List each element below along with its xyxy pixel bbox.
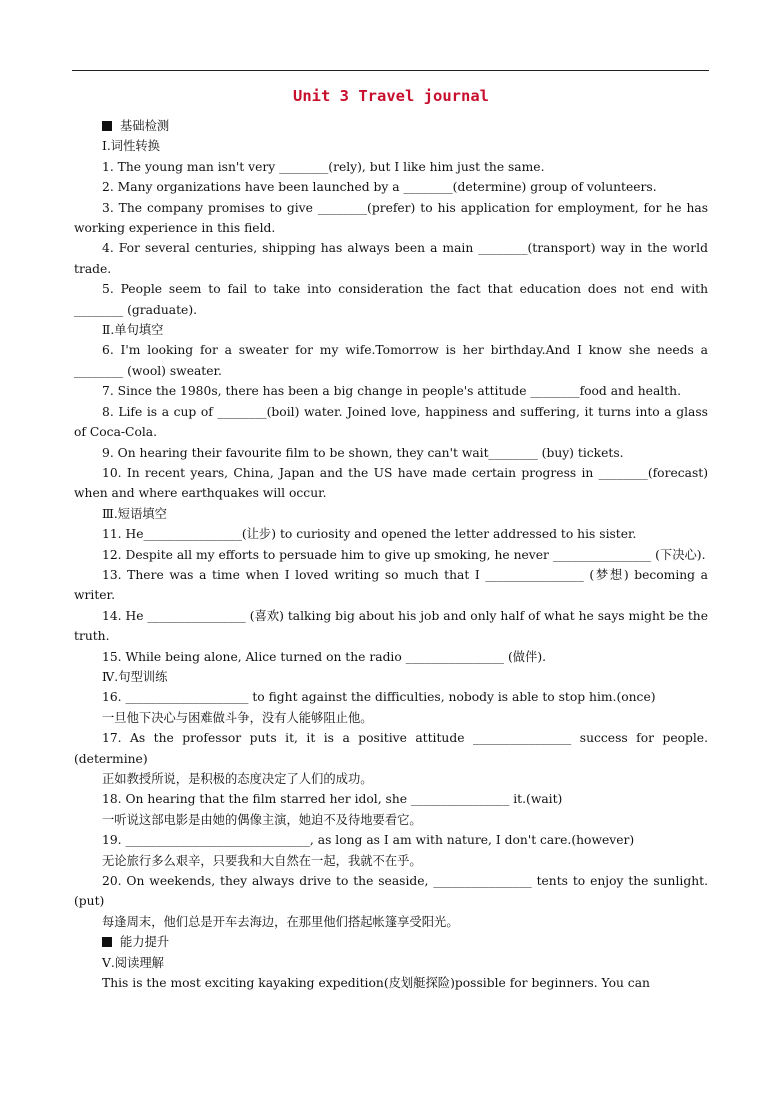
question-14: 14. He ________________ (喜欢) talking big about his job and only half of what he says might be the truth. (74, 608, 708, 644)
question-18-translation: 一听说这部电影是由她的偶像主演，她迫不及待地要看它。 (102, 812, 422, 827)
question-4: 4. For several centuries, shipping has always been a main ________(transport) way in the world trade. (74, 241, 708, 276)
question-8: 8. Life is a cup of ________(boil) water. Joined love, happiness and suffering, it turns into a glass of Coca-Cola. (74, 404, 708, 440)
section-heading: 能力提升 (120, 935, 170, 950)
question-16-translation: 一旦他下决心与困难做斗争，没有人能够阻止他。 (102, 710, 373, 725)
page-title: Unit 3 Travel journal (293, 87, 489, 105)
reading-passage: This is the most exciting kayaking expedition(皮划艇探险)possible for beginners. You can (102, 976, 650, 991)
question-2: 2. Many organizations have been launched by a ________(determine) group of volunteers. (102, 180, 657, 195)
part-heading: Ⅰ.词性转换 (102, 139, 160, 154)
section-heading: 基础检测 (120, 119, 170, 133)
top-rule (72, 70, 709, 71)
question-20: 20. On weekends, they always drive to the seaside, ________________ tents to enjoy the sunlight.(put) (74, 874, 708, 909)
part-heading: Ⅱ.单句填空 (102, 323, 164, 338)
question-18: 18. On hearing that the film starred her idol, she ________________ it.(wait) (102, 792, 563, 807)
question-6: 6. I'm looking for a sweater for my wife.Tomorrow is her birthday.And I know she needs a ________ (wool) sweater. (74, 343, 708, 378)
section-ability-improvement (74, 932, 708, 952)
worksheet-body (74, 116, 708, 993)
question-20-translation: 每逢周末，他们总是开车去海边，在那里他们搭起帐篷享受阳光。 (102, 914, 459, 929)
section-basic-check (74, 116, 708, 136)
question-15: 15. While being alone, Alice turned on the radio ________________ (做伴). (102, 649, 547, 664)
square-bullet-icon (102, 121, 112, 131)
question-19: 19. ______________________________, as long as I am with nature, I don't care.(however) (102, 833, 635, 848)
part-heading: Ⅴ.阅读理解 (102, 955, 164, 970)
question-3: 3. The company promises to give ________(prefer) to his application for employment, for he has working experience in this field. (74, 200, 708, 236)
part-heading: Ⅲ.短语填空 (102, 506, 167, 521)
question-12: 12. Despite all my efforts to persuade him to give up smoking, he never ________________ (下决心). (102, 547, 706, 562)
square-bullet-icon (102, 937, 112, 947)
question-10: 10. In recent years, China, Japan and the US have made certain progress in ________(forecast) when and where earthquakes will occur. (74, 465, 708, 501)
question-13: 13. There was a time when I loved writing so much that I ________________ (梦想) becoming a writer. (74, 567, 708, 603)
question-17: 17. As the professor puts it, it is a positive attitude ________________ success for people.(determine) (74, 731, 708, 766)
question-9: 9. On hearing their favourite film to be shown, they can't wait________ (buy) tickets. (102, 445, 624, 460)
question-1: 1. The young man isn't very ________(rely), but I like him just the same. (102, 159, 545, 174)
part-heading: Ⅳ.句型训练 (102, 669, 168, 684)
question-16: 16. ____________________ to fight against the difficulties, nobody is able to stop him.(once) (102, 690, 656, 705)
question-19-translation: 无论旅行多么艰辛，只要我和大自然在一起，我就不在乎。 (102, 853, 422, 868)
question-7: 7. Since the 1980s, there has been a big change in people's attitude ________food and health. (102, 384, 681, 399)
question-17-translation: 正如教授所说，是积极的态度决定了人们的成功。 (102, 772, 373, 786)
question-11: 11. He________________(让步) to curiosity and opened the letter addressed to his sister. (102, 527, 637, 542)
question-5: 5. People seem to fail to take into consideration the fact that education does not end with ________ (graduate). (74, 282, 708, 317)
